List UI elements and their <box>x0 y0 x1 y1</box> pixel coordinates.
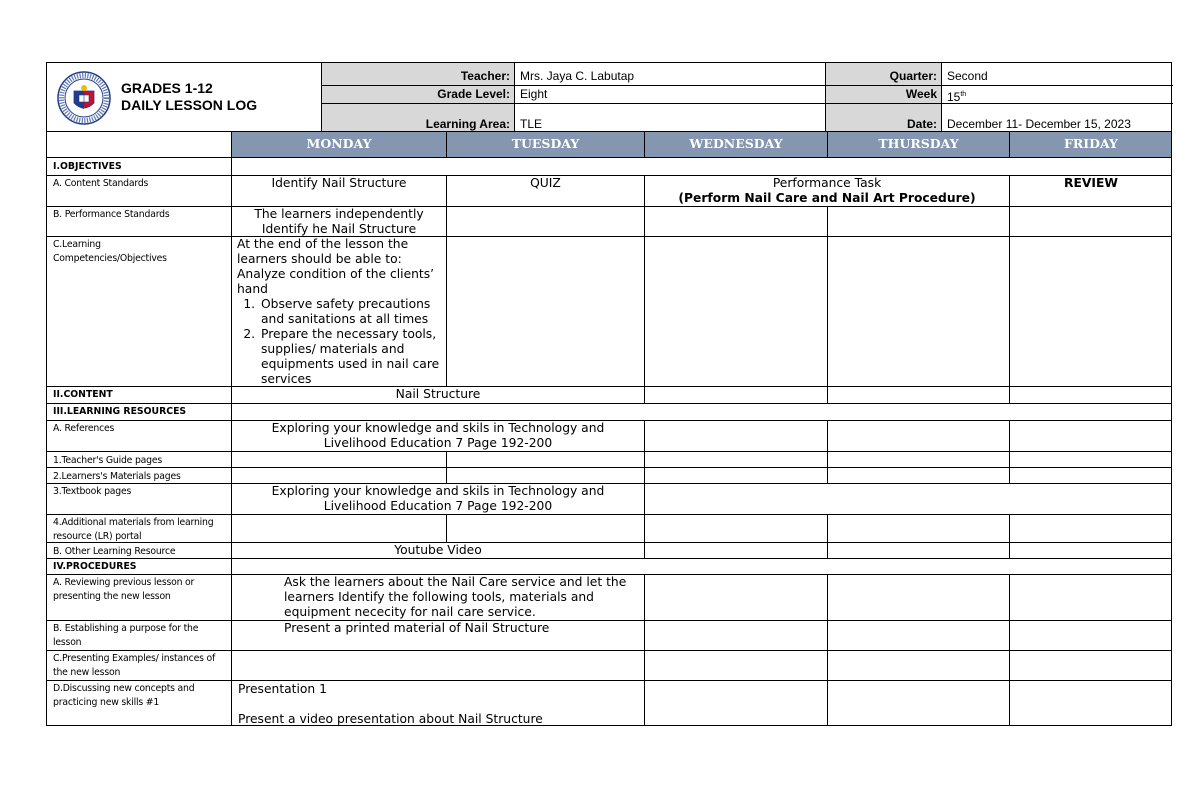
references-label: A. References <box>47 421 232 452</box>
learners-materials-wednesday <box>645 468 828 484</box>
other-resource-value: Youtube Video <box>232 543 645 559</box>
day-header-friday: FRIDAY <box>1010 132 1172 158</box>
competencies-list <box>237 297 442 387</box>
objectives-heading: I.OBJECTIVES <box>47 158 232 176</box>
competency-item: 1. Observe safety precautions and sanitations at all times <box>259 297 442 327</box>
other-resource-thursday <box>828 543 1010 559</box>
learners-materials-tuesday <box>447 468 645 484</box>
day-header-wednesday: WEDNESDAY <box>645 132 828 158</box>
competencies-thursday <box>828 237 1010 387</box>
content-value: Nail Structure <box>232 387 645 404</box>
teachers-guide-thursday <box>828 452 1010 468</box>
references-thursday <box>828 421 1010 452</box>
other-resource-friday <box>1010 543 1172 559</box>
procedure-c-wednesday <box>645 651 828 681</box>
learning-area-label: Learning Area: <box>322 104 514 131</box>
procedures-heading: IV.PROCEDURES <box>47 559 232 575</box>
resources-heading: III.LEARNING RESOURCES <box>47 404 232 421</box>
learners-materials-friday <box>1010 468 1172 484</box>
grade-level-label: Grade Level: <box>322 86 514 103</box>
references-value <box>232 421 645 452</box>
additional-materials-label: 4.Additional materials from learning resource (LR) portal <box>47 515 232 543</box>
week-label: Week <box>826 86 941 103</box>
procedure-c-label: C.Presenting Examples/ instances of the new lesson <box>47 651 232 681</box>
performance-task-subtitle: (Perform Nail Care and Nail Art Procedure) <box>678 191 976 205</box>
quarter-label: Quarter: <box>826 63 941 85</box>
procedure-d-thursday <box>828 681 1010 726</box>
textbook-line-2: Livelihood Education 7 Page 192-200 <box>323 499 553 513</box>
content-standards-wed-thu <box>645 176 1010 207</box>
performance-standards-monday <box>232 207 447 237</box>
textbook-rest <box>645 484 1172 515</box>
performance-standards-wednesday <box>645 207 828 237</box>
content-standards-friday: REVIEW <box>1010 176 1172 207</box>
performance-standards-thursday <box>828 207 1010 237</box>
week-number: 15 <box>947 90 961 104</box>
resources-heading-blank <box>232 404 1172 421</box>
learners-materials-label: 2.Learners's Materials pages <box>47 468 232 484</box>
seal-icon <box>57 71 111 125</box>
teachers-guide-friday <box>1010 452 1172 468</box>
textbook-line-1: Exploring your knowledge and skils in Technology and <box>271 484 605 498</box>
performance-line-1: The learners independently <box>254 207 424 221</box>
content-wednesday <box>645 387 828 404</box>
teachers-guide-label: 1.Teacher's Guide pages <box>47 452 232 468</box>
procedure-c-thursday <box>828 651 1010 681</box>
teachers-guide-tuesday <box>447 452 645 468</box>
teacher-value: Mrs. Jaya C. Labutap <box>520 69 635 83</box>
references-line-2: Livelihood Education 7 Page 192-200 <box>323 436 553 450</box>
procedure-d-value <box>232 681 645 726</box>
procedure-a-thursday <box>828 575 1010 621</box>
procedure-b-friday <box>1010 621 1172 651</box>
procedure-b-thursday <box>828 621 1010 651</box>
additional-materials-monday <box>232 515 447 543</box>
teacher-label: Teacher: <box>322 63 514 85</box>
objectives-heading-blank <box>232 158 1172 176</box>
procedures-heading-blank <box>232 559 1172 575</box>
procedure-c-friday <box>1010 651 1172 681</box>
content-standards-monday: Identify Nail Structure <box>232 176 447 207</box>
textbook-label: 3.Textbook pages <box>47 484 232 515</box>
performance-standards-friday <box>1010 207 1172 237</box>
content-thursday <box>828 387 1010 404</box>
procedure-b-value: Present a printed material of Nail Structure <box>232 621 645 651</box>
quarter-value: Second <box>947 69 988 83</box>
teachers-guide-monday <box>232 452 447 468</box>
content-friday <box>1010 387 1172 404</box>
procedure-b-label: B. Establishing a purpose for the lesson <box>47 621 232 651</box>
competencies-label-line-2: Competencies/Objectives <box>53 253 167 264</box>
title-daily-lesson-log: DAILY LESSON LOG <box>121 97 258 113</box>
competencies-label <box>47 237 232 387</box>
performance-standards-label: B. Performance Standards <box>47 207 232 237</box>
lesson-log-header <box>46 62 1172 132</box>
week-value <box>942 86 1172 103</box>
content-standards-label: A. Content Standards <box>47 176 232 207</box>
additional-materials-tuesday <box>447 515 645 543</box>
other-resource-wednesday <box>645 543 828 559</box>
additional-materials-friday <box>1010 515 1172 543</box>
title-grades: GRADES 1-12 <box>121 80 213 96</box>
learning-area-value: TLE <box>520 117 543 131</box>
procedure-d-line-2: Present a video presentation about Nail Structure <box>238 712 543 726</box>
performance-line-2: Identify he Nail Structure <box>261 222 417 236</box>
performance-standards-tuesday <box>447 207 645 237</box>
procedure-a-friday <box>1010 575 1172 621</box>
references-wednesday <box>645 421 828 452</box>
date-label: Date: <box>826 104 941 131</box>
lesson-log-table <box>46 131 1172 726</box>
corner-cell <box>47 132 232 158</box>
deped-seal-logo <box>57 71 111 125</box>
procedure-d-wednesday <box>645 681 828 726</box>
textbook-value <box>232 484 645 515</box>
additional-materials-thursday <box>828 515 1010 543</box>
day-header-thursday: THURSDAY <box>828 132 1010 158</box>
teachers-guide-wednesday <box>645 452 828 468</box>
day-header-monday: MONDAY <box>232 132 447 158</box>
procedure-b-wednesday <box>645 621 828 651</box>
performance-task-title: Performance Task <box>772 176 882 190</box>
competencies-monday <box>232 237 447 387</box>
week-ordinal-suffix: th <box>960 91 967 98</box>
references-friday <box>1010 421 1172 452</box>
competencies-friday <box>1010 237 1172 387</box>
procedure-d-label: D.Discussing new concepts and practicing new skills #1 <box>47 681 232 726</box>
competency-item: 2. Prepare the necessary tools, supplies/ materials and equipments used in nail care services <box>259 327 442 387</box>
procedure-a-value: Ask the learners about the Nail Care service and let the learners Identify the following tools, materials and equipment nececity for nail care service. <box>232 575 645 621</box>
learners-materials-thursday <box>828 468 1010 484</box>
content-standards-tuesday: QUIZ <box>447 176 645 207</box>
procedure-c-value <box>232 651 645 681</box>
learners-materials-monday <box>232 468 447 484</box>
day-header-tuesday: TUESDAY <box>447 132 645 158</box>
procedure-a-label: A. Reviewing previous lesson or presenting the new lesson <box>47 575 232 621</box>
references-line-1: Exploring your knowledge and skils in Technology and <box>271 421 605 435</box>
procedure-d-line-1: Presentation 1 <box>238 682 327 696</box>
log-title <box>121 80 257 114</box>
competencies-intro: At the end of the lesson the learners should be able to: Analyze condition of the clients’ hand <box>237 237 435 296</box>
grade-level-value: Eight <box>520 87 548 101</box>
competencies-tuesday <box>447 237 645 387</box>
other-resource-label: B. Other Learning Resource <box>47 543 232 559</box>
date-value: December 11- December 15, 2023 <box>947 117 1131 131</box>
competencies-label-line-1: C.Learning <box>53 239 101 250</box>
procedure-a-wednesday <box>645 575 828 621</box>
additional-materials-wednesday <box>645 515 828 543</box>
procedure-d-friday <box>1010 681 1172 726</box>
content-heading: II.CONTENT <box>47 387 232 404</box>
competencies-wednesday <box>645 237 828 387</box>
